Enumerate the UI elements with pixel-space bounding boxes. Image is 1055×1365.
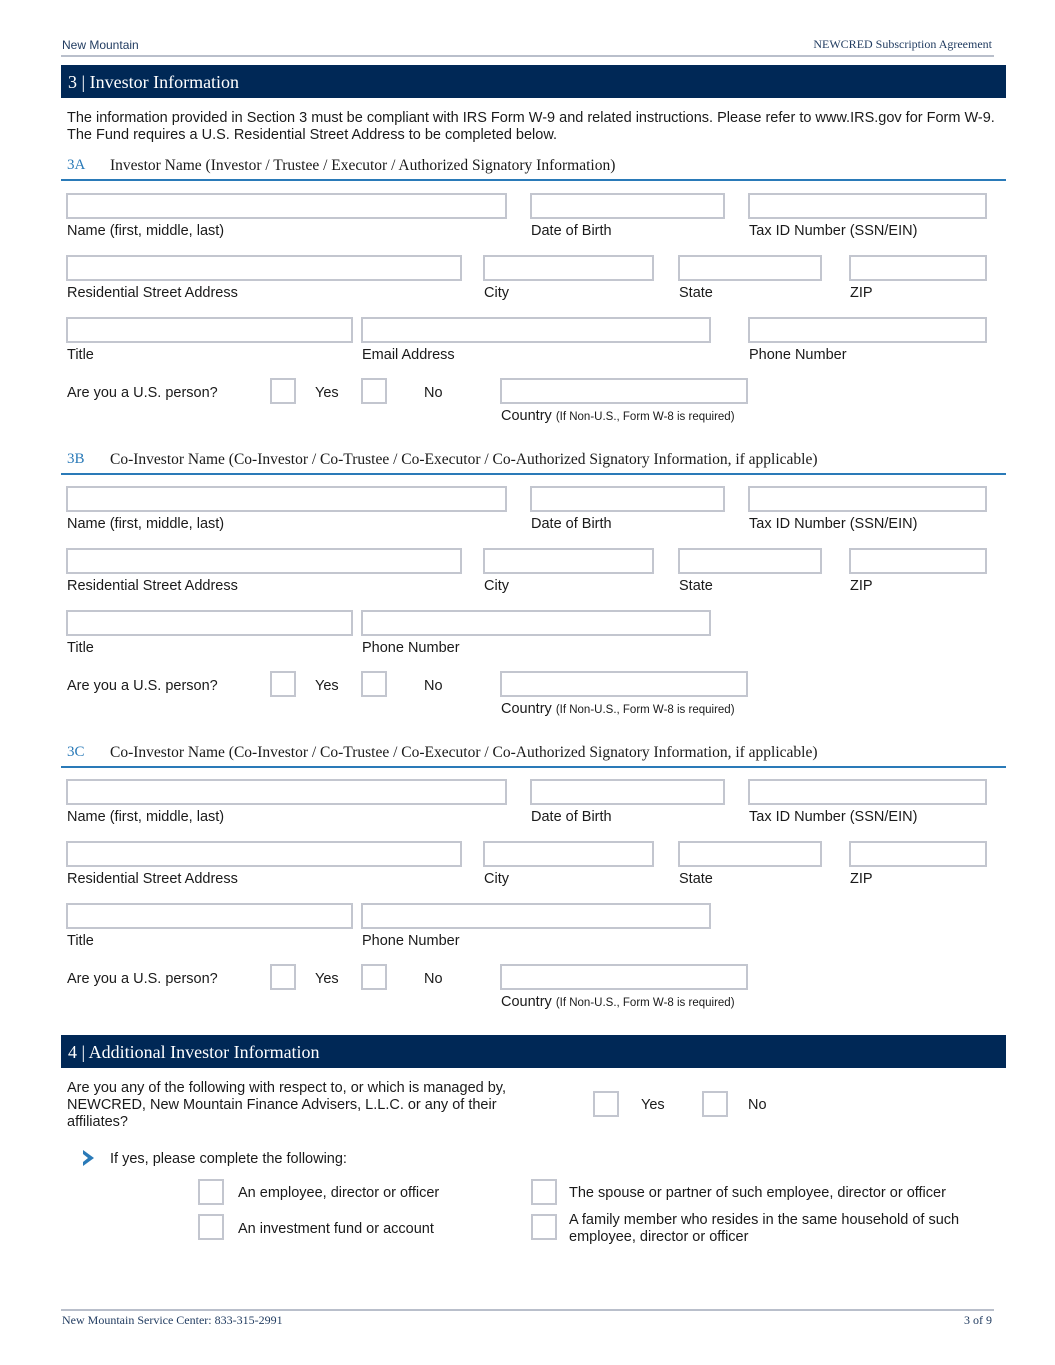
investor-country-label-text: Country: [501, 408, 552, 424]
co-investor-c-country-label-text: Country: [501, 994, 552, 1010]
page-number: 3 of 9: [964, 1313, 992, 1327]
co-investor-c-zip-field[interactable]: [849, 841, 987, 867]
co-investor-c-phone-field[interactable]: [361, 903, 711, 929]
co-investor-b-name-field[interactable]: [66, 486, 507, 512]
co-investor-b-zip-field[interactable]: [849, 548, 987, 574]
co-investor-b-country-label: [501, 701, 735, 717]
family-member-label: A family member who resides in the same household of such employee, director or officer: [569, 1212, 960, 1245]
co-investor-b-tax-id-field[interactable]: [748, 486, 987, 512]
co-investor-c-city-field[interactable]: [483, 841, 654, 867]
co-investor-c-tax-id-field[interactable]: [748, 779, 987, 805]
co-investor-b-us-person-question: Are you a U.S. person?: [67, 678, 218, 694]
co-investor-c-city-label: City: [484, 871, 509, 887]
investor-us-person-question: Are you a U.S. person?: [67, 385, 218, 401]
investor-zip-label: ZIP: [850, 285, 873, 301]
co-investor-c-title-field[interactable]: [66, 903, 353, 929]
investor-us-no-label: No: [424, 385, 443, 401]
co-investor-c-us-yes-checkbox[interactable]: [270, 964, 296, 990]
co-investor-c-country-note: (If Non-U.S., Form W-8 is required): [555, 997, 735, 1009]
investor-country-field[interactable]: [500, 378, 748, 404]
investor-country-label: [501, 408, 735, 424]
header-right: NEWCRED Subscription Agreement: [813, 37, 992, 51]
investor-phone-field[interactable]: [748, 317, 987, 343]
investor-name-label: Name (first, middle, last): [67, 223, 225, 239]
investor-phone-label: Phone Number: [749, 347, 847, 363]
co-investor-b-country-field[interactable]: [500, 671, 748, 697]
header-rule: [61, 55, 994, 57]
co-investor-c-street-label: Residential Street Address: [67, 871, 238, 887]
investor-state-label: State: [679, 285, 713, 301]
footer-rule: [61, 1309, 994, 1311]
spouse-label: The spouse or partner of such employee, director or officer: [569, 1185, 946, 1201]
section-4-title: 4 | Additional Investor Information: [68, 1042, 320, 1062]
co-investor-c-street-field[interactable]: [66, 841, 462, 867]
family-member-checkbox[interactable]: [531, 1214, 557, 1240]
co-investor-b-phone-label: Phone Number: [362, 640, 460, 656]
co-investor-b-zip-label: ZIP: [850, 578, 873, 594]
co-investor-c-state-label: State: [679, 871, 713, 887]
spouse-checkbox[interactable]: [531, 1179, 557, 1205]
co-investor-b-country-label-text: Country: [501, 701, 552, 717]
co-investor-c-dob-label: Date of Birth: [531, 809, 612, 825]
investment-fund-checkbox[interactable]: [198, 1214, 224, 1240]
investor-country-note: (If Non-U.S., Form W-8 is required): [555, 411, 735, 423]
co-investor-b-city-field[interactable]: [483, 548, 654, 574]
co-investor-b-us-yes-checkbox[interactable]: [270, 671, 296, 697]
co-investor-b-state-label: State: [679, 578, 713, 594]
investor-state-field[interactable]: [678, 255, 822, 281]
co-investor-c-us-person-question: Are you a U.S. person?: [67, 971, 218, 987]
co-investor-c-dob-field[interactable]: [530, 779, 725, 805]
subsection-3a-title: Investor Name (Investor / Trustee / Executor / Authorized Signatory Information): [110, 157, 616, 174]
investor-street-label: Residential Street Address: [67, 285, 238, 301]
co-investor-b-us-no-label: No: [424, 678, 443, 694]
subsection-3c-number: 3C: [67, 744, 85, 760]
investor-zip-field[interactable]: [849, 255, 987, 281]
investor-city-label: City: [484, 285, 509, 301]
section-3-intro: The information provided in Section 3 must be compliant with IRS Form W-9 and related instructions. Please refer to www.IRS.gov for Form W-9. The Fund requires a U.S. Residential Street Address to be completed below.: [67, 110, 995, 143]
subsection-3b-number: 3B: [67, 451, 85, 467]
subsection-3b-header: [61, 451, 1006, 475]
co-investor-b-state-field[interactable]: [678, 548, 822, 574]
co-investor-c-us-no-label: No: [424, 971, 443, 987]
investor-us-yes-label: Yes: [315, 385, 339, 401]
section-4-no-checkbox[interactable]: [702, 1091, 728, 1117]
co-investor-b-phone-field[interactable]: [361, 610, 711, 636]
investor-email-field[interactable]: [361, 317, 711, 343]
footer-left: New Mountain Service Center: 833-315-2991: [62, 1313, 283, 1327]
co-investor-c-title-label: Title: [67, 933, 94, 949]
investor-tax-id-label: Tax ID Number (SSN/EIN): [749, 223, 918, 239]
subsection-3a-number: 3A: [67, 157, 86, 173]
co-investor-b-street-label: Residential Street Address: [67, 578, 238, 594]
section-3-header: [61, 65, 1006, 98]
section-4-yes-checkbox[interactable]: [593, 1091, 619, 1117]
subsection-3a-header: [61, 157, 1006, 181]
investor-city-field[interactable]: [483, 255, 654, 281]
co-investor-c-phone-label: Phone Number: [362, 933, 460, 949]
arrow-right-icon: [83, 1150, 94, 1166]
subsection-3c-header: [61, 744, 1006, 768]
co-investor-c-name-field[interactable]: [66, 779, 507, 805]
co-investor-c-us-yes-label: Yes: [315, 971, 339, 987]
investor-us-yes-checkbox[interactable]: [270, 378, 296, 404]
co-investor-b-city-label: City: [484, 578, 509, 594]
if-yes-instruction: If yes, please complete the following:: [110, 1151, 347, 1167]
co-investor-c-state-field[interactable]: [678, 841, 822, 867]
investor-dob-field[interactable]: [530, 193, 725, 219]
co-investor-c-name-label: Name (first, middle, last): [67, 809, 225, 825]
co-investor-c-country-label: [501, 994, 735, 1010]
co-investor-b-title-field[interactable]: [66, 610, 353, 636]
employee-checkbox[interactable]: [198, 1179, 224, 1205]
co-investor-b-country-note: (If Non-U.S., Form W-8 is required): [555, 704, 735, 716]
subsection-3b-title: Co-Investor Name (Co-Investor / Co-Trustee / Co-Executor / Co-Authorized Signatory Information, if applicable): [110, 451, 818, 468]
investor-title-label: Title: [67, 347, 94, 363]
co-investor-b-title-label: Title: [67, 640, 94, 656]
section-4-no-label: No: [748, 1097, 767, 1113]
co-investor-c-tax-id-label: Tax ID Number (SSN/EIN): [749, 809, 918, 825]
header-left: New Mountain: [62, 38, 139, 52]
section-4-yes-label: Yes: [641, 1097, 665, 1113]
investor-email-label: Email Address: [362, 347, 455, 363]
section-4-question: Are you any of the following with respect to, or which is managed by, NEWCRED, New Mountain Finance Advisers, L.L.C. or any of their affiliates?: [67, 1080, 506, 1130]
co-investor-b-tax-id-label: Tax ID Number (SSN/EIN): [749, 516, 918, 532]
co-investor-b-name-label: Name (first, middle, last): [67, 516, 225, 532]
co-investor-b-dob-label: Date of Birth: [531, 516, 612, 532]
section-4-header: [61, 1035, 1006, 1068]
co-investor-b-dob-field[interactable]: [530, 486, 725, 512]
co-investor-b-street-field[interactable]: [66, 548, 462, 574]
co-investor-c-country-field[interactable]: [500, 964, 748, 990]
co-investor-c-zip-label: ZIP: [850, 871, 873, 887]
investor-name-field[interactable]: [66, 193, 507, 219]
section-3-title: 3 | Investor Information: [68, 72, 240, 92]
co-investor-b-us-no-checkbox[interactable]: [361, 671, 387, 697]
investor-us-no-checkbox[interactable]: [361, 378, 387, 404]
co-investor-b-us-yes-label: Yes: [315, 678, 339, 694]
co-investor-c-us-no-checkbox[interactable]: [361, 964, 387, 990]
investor-dob-label: Date of Birth: [531, 223, 612, 239]
investor-title-field[interactable]: [66, 317, 353, 343]
investor-street-field[interactable]: [66, 255, 462, 281]
investment-fund-label: An investment fund or account: [238, 1221, 434, 1237]
investor-tax-id-field[interactable]: [748, 193, 987, 219]
employee-label: An employee, director or officer: [238, 1185, 440, 1201]
subsection-3c-title: Co-Investor Name (Co-Investor / Co-Trustee / Co-Executor / Co-Authorized Signatory Information, if applicable): [110, 744, 818, 761]
